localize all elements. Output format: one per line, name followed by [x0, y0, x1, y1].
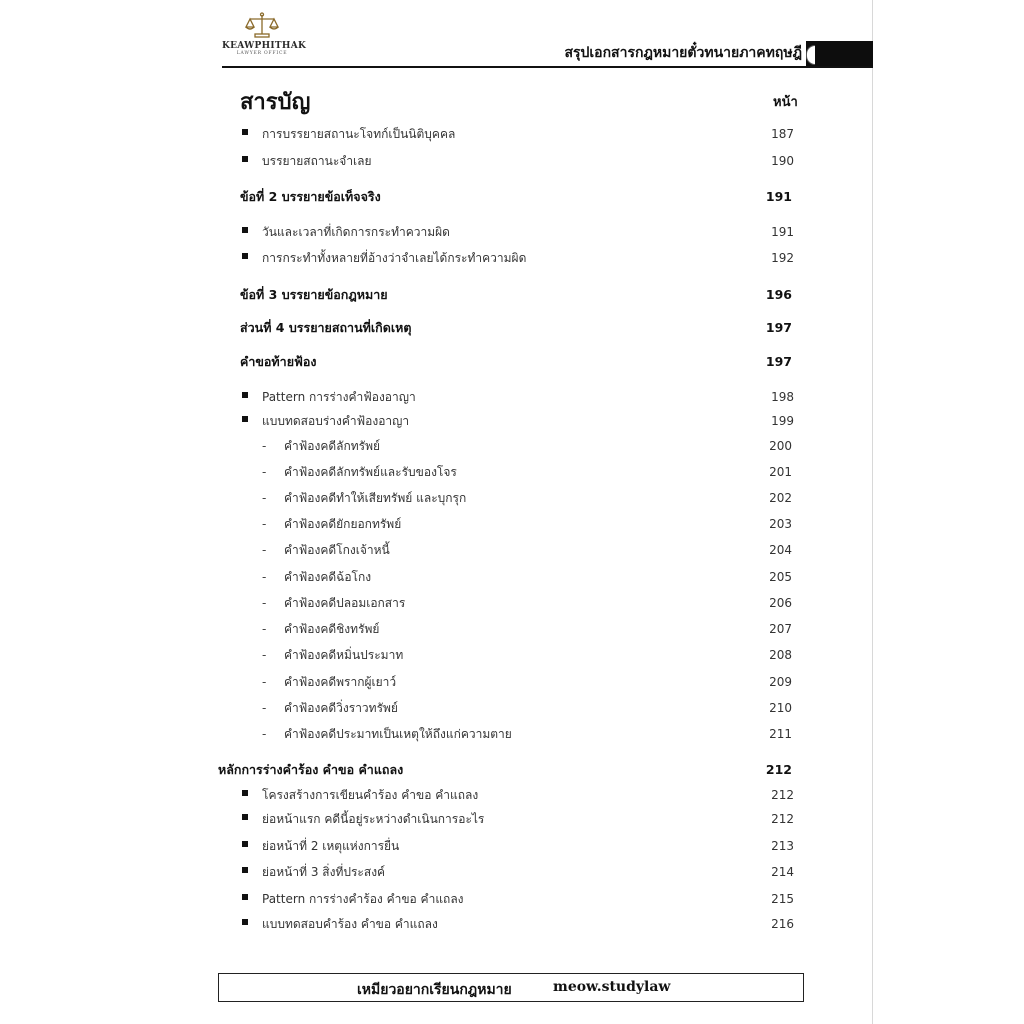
- toc-entry-page: 206: [769, 596, 792, 610]
- toc-entry-page: 209: [769, 675, 792, 689]
- toc-entry-title: คำฟ้องคดีฉ้อโกง: [284, 570, 372, 584]
- logo-name: KEAWPHITHAK: [222, 41, 307, 51]
- toc-entry-page: 216: [771, 917, 794, 931]
- toc-row: [0, 567, 1024, 587]
- toc-row: [0, 862, 1024, 882]
- toc-row: [0, 124, 1024, 144]
- dash-bullet: -: [262, 648, 267, 662]
- toc-entry-page: 211: [769, 727, 792, 741]
- toc-entry-page: 197: [765, 354, 792, 369]
- firm-logo: [222, 12, 307, 64]
- toc-entry-title: คำฟ้องคดีชิงทรัพย์: [284, 622, 380, 636]
- square-bullet-icon: [242, 416, 248, 422]
- toc-entry-title: ย่อหน้าที่ 2 เหตุแห่งการยื่น: [262, 839, 400, 853]
- toc-entry-title: ย่อหน้าที่ 3 สิ่งที่ประสงค์: [262, 865, 386, 879]
- toc-entry-page: 196: [765, 287, 792, 302]
- toc-entry-page: 208: [769, 648, 792, 662]
- dash-bullet: -: [262, 622, 267, 636]
- toc-entry-title: การบรรยายสถานะโจทก์เป็นนิติบุคคล: [262, 127, 456, 141]
- logo-subtitle: LAWYER OFFICE: [236, 51, 288, 56]
- toc-entry-title: Pattern การร่างคำร้อง คำขอ คำแถลง: [262, 892, 464, 906]
- square-bullet-icon: [242, 894, 248, 900]
- toc-entry-title: คำฟ้องคดีหมิ่นประมาท: [284, 648, 404, 662]
- toc-entry-title: แบบทดสอบคำร้อง คำขอ คำแถลง: [262, 917, 438, 931]
- toc-entry-page: 191: [771, 225, 794, 239]
- header-divider: [222, 66, 873, 68]
- toc-entry-page: 187: [771, 127, 794, 141]
- toc-row: [0, 248, 1024, 268]
- toc-row: [0, 462, 1024, 482]
- toc-row: [0, 285, 1024, 305]
- toc-entry-page: 192: [771, 251, 794, 265]
- toc-row: [0, 593, 1024, 613]
- toc-row: [0, 672, 1024, 692]
- toc-row: [0, 698, 1024, 718]
- square-bullet-icon: [242, 867, 248, 873]
- toc-entry-page: 212: [765, 762, 792, 777]
- toc-entry-page: 200: [769, 439, 792, 453]
- toc-row: [0, 836, 1024, 856]
- toc-row: [0, 785, 1024, 805]
- toc-entry-page: 197: [765, 320, 792, 335]
- toc-entry-page: 204: [769, 543, 792, 557]
- header-tab: [806, 41, 873, 67]
- dash-bullet: -: [262, 701, 267, 715]
- toc-entry-page: 199: [771, 414, 794, 428]
- toc-entry-page: 213: [771, 839, 794, 853]
- toc-row: [0, 318, 1024, 338]
- toc-entry-title: โครงสร้างการเขียนคำร้อง คำขอ คำแถลง: [262, 788, 479, 802]
- toc-row: [0, 187, 1024, 207]
- toc-row: [0, 760, 1024, 780]
- toc-entry-title: ข้อที่ 2 บรรยายข้อเท็จจริง: [240, 189, 381, 204]
- toc-entry-page: 205: [769, 570, 792, 584]
- dash-bullet: -: [262, 596, 267, 610]
- dash-bullet: -: [262, 517, 267, 531]
- toc-row: [0, 540, 1024, 560]
- square-bullet-icon: [242, 253, 248, 259]
- dash-bullet: -: [262, 439, 267, 453]
- toc-entry-title: การกระทำทั้งหลายที่อ้างว่าจำเลยได้กระทำความผิด: [262, 251, 527, 265]
- square-bullet-icon: [242, 156, 248, 162]
- square-bullet-icon: [242, 790, 248, 796]
- toc-page-heading: หน้า: [773, 95, 798, 110]
- toc-entry-page: 203: [769, 517, 792, 531]
- footer-left-text: เหมียวอยากเรียนกฎหมาย: [357, 982, 512, 998]
- toc-entry-page: 212: [771, 812, 794, 826]
- toc-entry-page: 215: [771, 892, 794, 906]
- toc-entry-page: 212: [771, 788, 794, 802]
- toc-entry-page: 191: [765, 189, 792, 204]
- toc-row: [0, 645, 1024, 665]
- toc-entry-title: ย่อหน้าแรก คดีนี้อยู่ระหว่างดำเนินการอะไร: [262, 812, 485, 826]
- square-bullet-icon: [242, 814, 248, 820]
- document-title: สรุปเอกสารกฎหมายตั๋วทนายภาคทฤษฎี: [564, 45, 802, 61]
- toc-entry-title: คำฟ้องคดีลักทรัพย์และรับของโจร: [284, 465, 457, 479]
- toc-row: [0, 151, 1024, 171]
- toc-entry-title: Pattern การร่างคำฟ้องอาญา: [262, 390, 416, 404]
- toc-entry-title: คำฟ้องคดีปลอมเอกสาร: [284, 596, 406, 610]
- dash-bullet: -: [262, 491, 267, 505]
- toc-heading: สารบัญ: [240, 90, 311, 115]
- toc-row: [0, 889, 1024, 909]
- toc-entry-title: คำฟ้องคดีประมาทเป็นเหตุให้ถึงแก่ความตาย: [284, 727, 512, 741]
- toc-row: [0, 724, 1024, 744]
- square-bullet-icon: [242, 841, 248, 847]
- toc-row: [0, 387, 1024, 407]
- toc-entry-page: 202: [769, 491, 792, 505]
- footer-box: [218, 973, 804, 1002]
- toc-entry-title: บรรยายสถานะจำเลย: [262, 154, 372, 168]
- square-bullet-icon: [242, 392, 248, 398]
- toc-entry-page: 207: [769, 622, 792, 636]
- toc-entry-title: คำฟ้องคดีทำให้เสียทรัพย์ และบุกรุก: [284, 491, 467, 505]
- dash-bullet: -: [262, 727, 267, 741]
- toc-entry-title: คำฟ้องคดีวิ่งราวทรัพย์: [284, 701, 398, 715]
- toc-row: [0, 809, 1024, 829]
- square-bullet-icon: [242, 227, 248, 233]
- scales-of-justice-icon: [245, 12, 279, 40]
- toc-row: [0, 411, 1024, 431]
- toc-row: [0, 514, 1024, 534]
- dash-bullet: -: [262, 570, 267, 584]
- toc-entry-page: 190: [771, 154, 794, 168]
- toc-entry-title: หลักการร่างคำร้อง คำขอ คำแถลง: [218, 762, 404, 777]
- footer-right-text: meow.studylaw: [553, 979, 671, 995]
- dash-bullet: -: [262, 543, 267, 557]
- toc-row: [0, 488, 1024, 508]
- toc-entry-title: วันและเวลาที่เกิดการกระทำความผิด: [262, 225, 450, 239]
- toc-entry-title: คำฟ้องคดีพรากผู้เยาว์: [284, 675, 397, 689]
- toc-entry-page: 198: [771, 390, 794, 404]
- dash-bullet: -: [262, 465, 267, 479]
- toc-entry-page: 201: [769, 465, 792, 479]
- square-bullet-icon: [242, 129, 248, 135]
- toc-entry-title: คำฟ้องคดีลักทรัพย์: [284, 439, 381, 453]
- toc-entry-title: แบบทดสอบร่างคำฟ้องอาญา: [262, 414, 410, 428]
- dash-bullet: -: [262, 675, 267, 689]
- toc-row: [0, 222, 1024, 242]
- toc-entry-title: คำฟ้องคดีโกงเจ้าหนี้: [284, 543, 390, 557]
- toc-entry-title: ส่วนที่ 4 บรรยายสถานที่เกิดเหตุ: [240, 320, 412, 335]
- toc-row: [0, 914, 1024, 934]
- toc-entry-title: คำฟ้องคดียักยอกทรัพย์: [284, 517, 402, 531]
- toc-row: [0, 436, 1024, 456]
- toc-entry-page: 210: [769, 701, 792, 715]
- toc-row: [0, 352, 1024, 372]
- toc-entry-page: 214: [771, 865, 794, 879]
- toc-entry-title: ข้อที่ 3 บรรยายข้อกฎหมาย: [240, 287, 388, 302]
- toc-row: [0, 619, 1024, 639]
- square-bullet-icon: [242, 919, 248, 925]
- toc-entry-title: คำขอท้ายฟ้อง: [240, 354, 317, 369]
